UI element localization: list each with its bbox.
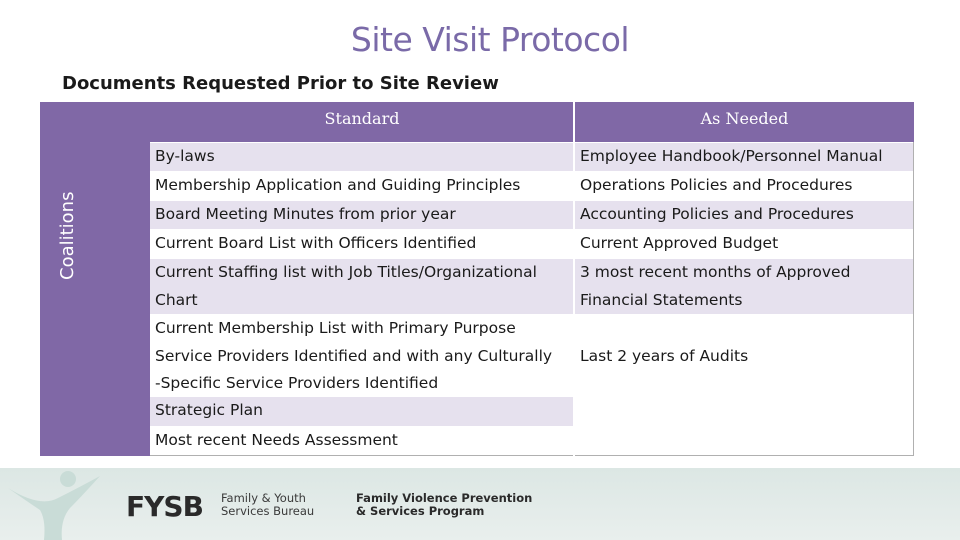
cell-text: Board Meeting Minutes from prior year [155, 205, 456, 223]
program-name [356, 492, 576, 518]
cell-text: Current Board List with Officers Identified [155, 234, 477, 252]
header-as-needed: As Needed [575, 102, 914, 142]
org-line: Services Bureau [221, 504, 315, 518]
cell-text: Membership Application and Guiding Principles [155, 176, 521, 194]
cell-text: Strategic Plan [155, 401, 263, 419]
slide-title: Site Visit Protocol [350, 20, 630, 59]
cell-text: Service Providers Identified and with any Culturally [155, 346, 553, 365]
slide-subtitle: Documents Requested Prior to Site Review [62, 73, 499, 94]
program-line: Family Violence Prevention [356, 491, 533, 505]
standard-cell [150, 143, 573, 172]
standard-cell [150, 397, 573, 427]
cell-text: Financial Statements [580, 290, 743, 309]
column-divider [573, 142, 575, 456]
cell-text: -Specific Service Providers Identified [155, 374, 439, 392]
as-needed-cell [575, 230, 913, 259]
cell-text: Most recent Needs Assessment [155, 431, 398, 449]
program-line: & Services Program [356, 504, 485, 518]
fysb-org-name [221, 492, 351, 518]
cell-text: Chart [155, 290, 198, 309]
org-line: Family & Youth [221, 491, 306, 505]
as-needed-cell [575, 172, 913, 201]
cell-text: Employee Handbook/Personnel Manual [580, 147, 883, 165]
cell-text: By-laws [155, 147, 215, 165]
as-needed-cell [575, 315, 913, 455]
cell-text: Last 2 years of Audits [580, 347, 749, 365]
fysb-logo: FYSB [126, 490, 203, 523]
cell-text: Current Approved Budget [580, 234, 779, 252]
as-needed-cell [575, 143, 913, 172]
standard-cell [150, 230, 573, 259]
row-group-label: Coalitions [57, 191, 78, 280]
standard-cell [150, 315, 573, 397]
standard-cell [150, 427, 573, 455]
as-needed-cell [575, 201, 913, 230]
standard-cell [150, 201, 573, 230]
cell-text: Current Staffing list with Job Titles/Organizational [155, 263, 537, 281]
cell-text: Accounting Policies and Procedures [580, 205, 854, 223]
header-standard: Standard [150, 102, 574, 142]
standard-cell [150, 259, 573, 315]
cell-text: 3 most recent months of Approved [580, 263, 851, 281]
standard-cell [150, 172, 573, 201]
as-needed-cell [575, 259, 913, 315]
cell-text: Current Membership List with Primary Purpose [155, 319, 516, 337]
footer-band [0, 468, 960, 540]
figure-logo-icon [0, 468, 120, 540]
cell-text: Operations Policies and Procedures [580, 176, 853, 194]
